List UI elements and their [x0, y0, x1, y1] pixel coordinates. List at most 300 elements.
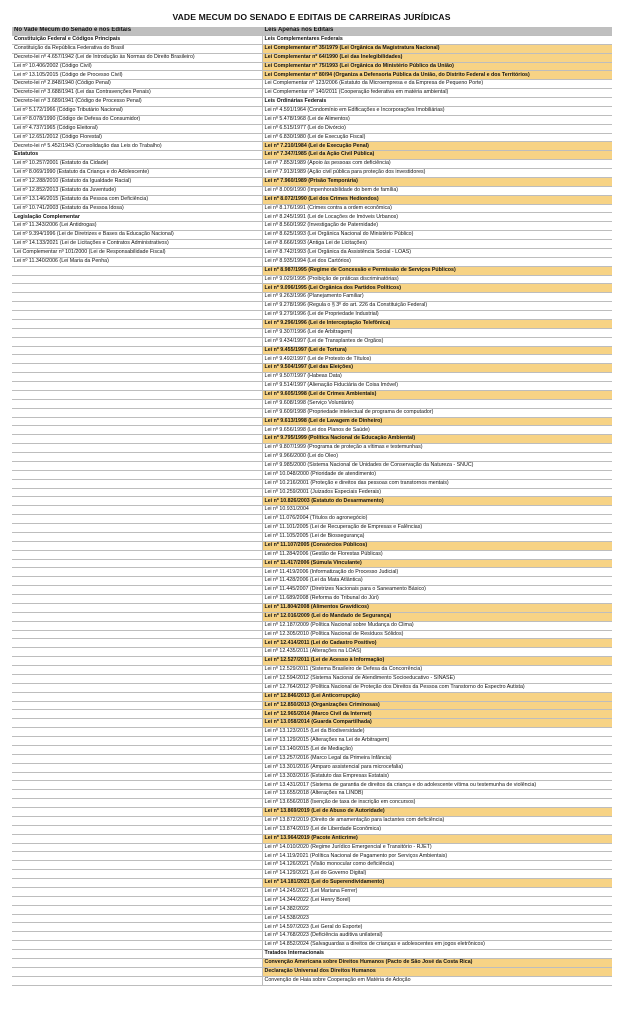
right-cell: Tratados Internacionais: [262, 950, 612, 959]
left-cell: [12, 816, 262, 825]
right-cell: Lei nº 14.245/2021 (Lei Mariana Ferrer): [262, 887, 612, 896]
right-cell: Lei nº 14.768/2023 (Deficiência auditiva unilateral): [262, 932, 612, 941]
table-row: [12, 692, 612, 701]
right-cell: Lei nº 8.742/1993 (Lei Orgânica da Assistência Social - LOAS): [262, 248, 612, 257]
left-cell: [12, 648, 262, 657]
table-row: [12, 248, 612, 257]
right-cell: Lei nº 8.009/1990 (Impenhorabilidade do bem de família): [262, 186, 612, 195]
right-cell: Lei nº 14.010/2020 (Regime Jurídico Emergencial e Transitório - RJET): [262, 843, 612, 852]
table-row: [12, 444, 612, 453]
right-cell: Lei nº 14.538/2023: [262, 914, 612, 923]
left-cell: [12, 470, 262, 479]
right-cell: Lei nº 11.107/2005 (Consórcios Públicos): [262, 541, 612, 550]
table-row: [12, 461, 612, 470]
left-cell: [12, 532, 262, 541]
table-row: [12, 302, 612, 311]
table-row: [12, 674, 612, 683]
right-cell: Lei nº 9.656/1998 (Lei dos Planos de Saúde): [262, 426, 612, 435]
table-row: [12, 346, 612, 355]
table-row: [12, 524, 612, 533]
right-cell: Lei nº 13.656/2018 (Isenção de taxa de inscrição em concursos): [262, 799, 612, 808]
right-cell: Lei nº 11.419/2006 (Informatização do Processo Judicial): [262, 568, 612, 577]
left-cell: Lei nº 11.343/2006 (Lei Antidrogas): [12, 222, 262, 231]
right-cell: Lei nº 8.935/1994 (Lei dos Cartórios): [262, 257, 612, 266]
table-row: [12, 355, 612, 364]
left-cell: [12, 861, 262, 870]
table-row: [12, 737, 612, 746]
right-cell: Lei nº 13.129/2015 (Alterações na Lei de Arbitragem): [262, 737, 612, 746]
right-cell: Lei nº 12.016/2009 (Lei do Mandado de Segurança): [262, 612, 612, 621]
left-cell: Estatutos: [12, 151, 262, 160]
table-row: [12, 612, 612, 621]
table-row: [12, 417, 612, 426]
page-title: VADE MECUM DO SENADO E EDITAIS DE CARREIRAS JURÍDICAS: [172, 12, 451, 22]
left-cell: [12, 941, 262, 950]
right-cell: Lei nº 9.029/1995 (Proibição de práticas discriminatórias): [262, 275, 612, 284]
right-cell: Lei nº 11.417/2006 (Súmula Vinculante): [262, 559, 612, 568]
left-cell: [12, 737, 262, 746]
right-cell: Lei nº 10.259/2001 (Juizados Especiais Federais): [262, 488, 612, 497]
left-cell: [12, 595, 262, 604]
left-cell: [12, 337, 262, 346]
left-cell: [12, 284, 262, 293]
right-cell: Lei nº 8.987/1995 (Regime de Concessão e Permissão de Serviços Públicos): [262, 266, 612, 275]
table-row: [12, 497, 612, 506]
right-cell: Lei nº 10.216/2001 (Proteção e direitos das pessoas com transtornos mentais): [262, 479, 612, 488]
table-row: [12, 479, 612, 488]
table-row: [12, 550, 612, 559]
table-row: [12, 319, 612, 328]
left-cell: Constituição Federal e Códigos Principais: [12, 35, 262, 44]
right-cell: Lei nº 9.278/1996 (Regula o § 3º do art. 226 da Constituição Federal): [262, 302, 612, 311]
left-cell: [12, 763, 262, 772]
table-row: [12, 941, 612, 950]
right-cell: Lei nº 8.176/1991 (Crimes contra a ordem econômica): [262, 204, 612, 213]
table-row: [12, 879, 612, 888]
left-cell: Lei nº 10.257/2001 (Estatuto da Cidade): [12, 160, 262, 169]
table-row: [12, 976, 612, 985]
table-row: [12, 382, 612, 391]
right-cell: Lei Complementar nº 140/2011 (Cooperação federativa em matéria ambiental): [262, 89, 612, 98]
left-cell: [12, 932, 262, 941]
right-cell: Lei nº 7.347/1985 (Lei da Ação Civil Pública): [262, 151, 612, 160]
left-cell: [12, 674, 262, 683]
table-row: [12, 293, 612, 302]
right-cell: Lei nº 13.869/2019 (Lei de Abuso de Autoridade): [262, 808, 612, 817]
table-row: [12, 559, 612, 568]
table-row: [12, 35, 612, 44]
right-cell: Lei nº 13.058/2014 (Guarda Compartilhada): [262, 719, 612, 728]
left-cell: [12, 879, 262, 888]
left-cell: [12, 328, 262, 337]
table-row: [12, 311, 612, 320]
left-cell: [12, 355, 262, 364]
table-row: [12, 222, 612, 231]
left-cell: [12, 781, 262, 790]
right-cell: Lei nº 12.187/2009 (Política Nacional sobre Mudança do Clima): [262, 621, 612, 630]
left-cell: [12, 586, 262, 595]
right-cell: Lei nº 14.382/2022: [262, 905, 612, 914]
right-cell: Lei nº 9.307/1996 (Lei de Arbitragem): [262, 328, 612, 337]
table-row: [12, 648, 612, 657]
right-cell: Declaração Universal dos Direitos Humanos: [262, 967, 612, 976]
left-cell: [12, 958, 262, 967]
left-cell: Lei Complementar nº 101/2000 (Lei de Responsabilidade Fiscal): [12, 248, 262, 257]
table-row: [12, 719, 612, 728]
right-cell: Lei nº 13.301/2016 (Amparo assistencial para microcefalia): [262, 763, 612, 772]
table-row: [12, 683, 612, 692]
table-row: [12, 195, 612, 204]
table-row: [12, 142, 612, 151]
right-cell: Lei nº 8.560/1992 (Investigação de Paternidade): [262, 222, 612, 231]
right-cell: Lei nº 9.605/1998 (Lei de Crimes Ambientais): [262, 390, 612, 399]
left-cell: [12, 896, 262, 905]
left-cell: Lei nº 8.078/1990 (Código de Defesa do Consumidor): [12, 115, 262, 124]
left-cell: [12, 382, 262, 391]
left-cell: [12, 479, 262, 488]
right-cell: Convenção de Haia sobre Cooperação em Matéria de Adoção: [262, 976, 612, 985]
left-cell: Decreto-lei nº 3.689/1941 (Código de Processo Penal): [12, 98, 262, 107]
right-cell: Lei nº 9.514/1997 (Alienação Fiduciária de Coisa Imóvel): [262, 382, 612, 391]
table-row: [12, 71, 612, 80]
right-cell: Lei nº 14.852/2024 (Salvaguardas a direitos de crianças e adolescentes em jogos eletrônicos): [262, 941, 612, 950]
table-row: [12, 399, 612, 408]
right-cell: Lei nº 9.985/2000 (Sistema Nacional de Unidades de Conservação da Natureza - SNUC): [262, 461, 612, 470]
right-cell: Lei nº 7.960/1989 (Prisão Temporária): [262, 177, 612, 186]
left-cell: Decreto-lei nº 4.657/1942 (Lei de Introdução às Normas do Direito Brasileiro): [12, 53, 262, 62]
left-cell: [12, 408, 262, 417]
right-cell: Lei nº 11.076/2004 (Títulos do agronegócio): [262, 515, 612, 524]
left-cell: [12, 843, 262, 852]
left-cell: [12, 852, 262, 861]
left-cell: Lei nº 4.737/1965 (Código Eleitoral): [12, 124, 262, 133]
right-cell: Lei nº 12.527/2011 (Lei de Acesso à Informação): [262, 657, 612, 666]
right-cell: Lei nº 9.613/1998 (Lei de Lavagem de Dinheiro): [262, 417, 612, 426]
left-cell: Decreto-lei nº 2.848/1940 (Código Penal): [12, 80, 262, 89]
table-row: [12, 577, 612, 586]
table-row: [12, 790, 612, 799]
table-row: [12, 426, 612, 435]
right-cell: Lei nº 13.303/2016 (Estatuto das Empresas Estatais): [262, 772, 612, 781]
table-row: [12, 328, 612, 337]
left-cell: [12, 914, 262, 923]
right-cell: Lei nº 12.305/2010 (Política Nacional de Resíduos Sólidos): [262, 630, 612, 639]
left-cell: [12, 799, 262, 808]
table-row: [12, 772, 612, 781]
table-row: [12, 914, 612, 923]
right-cell: Lei nº 9.507/1997 (Habeas Data): [262, 373, 612, 382]
left-cell: [12, 453, 262, 462]
table-row: [12, 373, 612, 382]
law-table-body: [12, 27, 612, 985]
right-cell: Lei Complementar nº 80/94 (Organiza a Defensoria Pública da União, do Distrito Federal e dos Territórios): [262, 71, 612, 80]
left-cell: Lei nº 8.069/1990 (Estatuto da Criança e do Adolescente): [12, 169, 262, 178]
left-cell: [12, 346, 262, 355]
left-cell: [12, 603, 262, 612]
right-cell: Leis Ordinárias Federais: [262, 98, 612, 107]
right-cell: Lei nº 14.129/2021 (Lei do Governo Digital): [262, 870, 612, 879]
table-row: [12, 728, 612, 737]
table-row: [12, 967, 612, 976]
table-row: [12, 825, 612, 834]
left-cell: Decreto-lei nº 3.688/1941 (Lei das Contravenções Penais): [12, 89, 262, 98]
table-row: [12, 843, 612, 852]
right-cell: Lei nº 12.529/2011 (Sistema Brasileiro de Defesa da Concorrência): [262, 666, 612, 675]
right-cell: Lei nº 9.504/1997 (Lei das Eleições): [262, 364, 612, 373]
right-cell: Lei nº 9.279/1996 (Lei de Propriedade Industrial): [262, 311, 612, 320]
left-cell: [12, 976, 262, 985]
table-row: [12, 896, 612, 905]
right-cell: Lei nº 5.478/1968 (Lei de Alimentos): [262, 115, 612, 124]
table-row: [12, 275, 612, 284]
right-cell: Lei nº 9.807/1999 (Programa de proteção a vítimas e testemunhas): [262, 444, 612, 453]
right-cell: Lei nº 8.245/1991 (Lei de Locações de Imóveis Urbanos): [262, 213, 612, 222]
table-row: [12, 808, 612, 817]
right-cell: Lei nº 11.101/2005 (Lei de Recuperação de Empresas e Falências): [262, 524, 612, 533]
table-row: [12, 834, 612, 843]
right-cell: Lei nº 10.931/2004: [262, 506, 612, 515]
left-cell: Lei nº 12.852/2013 (Estatuto da Juventude): [12, 186, 262, 195]
table-row: [12, 870, 612, 879]
right-cell: Lei nº 11.445/2007 (Diretrizes Nacionais para o Saneamento Básico): [262, 586, 612, 595]
table-row: [12, 923, 612, 932]
right-cell: Lei nº 11.804/2008 (Alimentos Gravídicos): [262, 603, 612, 612]
right-cell: Lei nº 13.140/2015 (Lei de Mediação): [262, 745, 612, 754]
table-row: [12, 595, 612, 604]
right-cell: Lei nº 9.492/1997 (Lei de Protesto de Títulos): [262, 355, 612, 364]
table-row: [12, 231, 612, 240]
table-row: [12, 958, 612, 967]
right-cell: Lei nº 12.594/2012 (Sistema Nacional de Atendimento Socioeducativo - SINASE): [262, 674, 612, 683]
right-cell: Lei nº 4.591/1964 (Condomínio em Edificações e Incorporações Imobiliárias): [262, 106, 612, 115]
table-row: [12, 932, 612, 941]
column-header-right: Leis Apenas nos Editais: [262, 27, 612, 35]
left-cell: Lei nº 11.340/2006 (Lei Maria da Penha): [12, 257, 262, 266]
left-cell: [12, 559, 262, 568]
left-cell: [12, 639, 262, 648]
table-row: [12, 603, 612, 612]
right-cell: Lei nº 9.795/1999 (Política Nacional de Educação Ambiental): [262, 435, 612, 444]
table-row: [12, 745, 612, 754]
column-header-left: No Vade Mecum do Senado e nos Editais: [12, 27, 262, 35]
table-row: [12, 364, 612, 373]
left-cell: [12, 967, 262, 976]
right-cell: Lei nº 12.846/2013 (Lei Anticorrupção): [262, 692, 612, 701]
left-cell: [12, 630, 262, 639]
left-cell: [12, 541, 262, 550]
table-row: [12, 80, 612, 89]
table-row: [12, 160, 612, 169]
table-row: [12, 133, 612, 142]
left-cell: [12, 728, 262, 737]
left-cell: [12, 887, 262, 896]
left-cell: [12, 719, 262, 728]
left-cell: [12, 275, 262, 284]
right-cell: Lei nº 12.965/2014 (Marco Civil da Internet): [262, 710, 612, 719]
left-cell: [12, 577, 262, 586]
table-row: [12, 240, 612, 249]
left-cell: [12, 808, 262, 817]
law-table: [12, 27, 612, 986]
table-row: [12, 586, 612, 595]
left-cell: Lei nº 12.288/2010 (Estatuto da Igualdade Racial): [12, 177, 262, 186]
table-row: [12, 266, 612, 275]
left-cell: Lei nº 13.105/2015 (Código de Processo Civil): [12, 71, 262, 80]
right-cell: Lei nº 6.515/1977 (Lei do Divórcio): [262, 124, 612, 133]
right-cell: Leis Complementares Federais: [262, 35, 612, 44]
table-row: [12, 390, 612, 399]
left-cell: [12, 435, 262, 444]
left-cell: [12, 834, 262, 843]
table-row: [12, 169, 612, 178]
table-row: [12, 754, 612, 763]
table-row: [12, 710, 612, 719]
left-cell: Lei nº 13.146/2015 (Estatuto da Pessoa com Deficiência): [12, 195, 262, 204]
table-row: [12, 337, 612, 346]
table-row: [12, 453, 612, 462]
table-row: [12, 408, 612, 417]
right-cell: Lei nº 7.853/1989 (Apoio às pessoas com deficiência): [262, 160, 612, 169]
table-row: [12, 905, 612, 914]
table-row: [12, 44, 612, 53]
right-cell: Lei nº 11.105/2005 (Lei de Biossegurança): [262, 532, 612, 541]
table-row: [12, 488, 612, 497]
right-cell: Lei nº 14.597/2023 (Lei Geral do Esporte): [262, 923, 612, 932]
table-row: [12, 816, 612, 825]
left-cell: [12, 515, 262, 524]
right-cell: Lei Complementar nº 64/1990 (Lei das Inelegibilidades): [262, 53, 612, 62]
left-cell: Decreto-lei nº 5.452/1943 (Consolidação das Leis do Trabalho): [12, 142, 262, 151]
right-cell: Lei nº 13.431/2017 (Sistema de garantia de direitos da criança e do adolescente vítima ou testemunha de violência): [262, 781, 612, 790]
left-cell: Lei nº 14.133/2021 (Lei de Licitações e Contratos Administrativos): [12, 240, 262, 249]
right-cell: Convenção Americana sobre Direitos Humanos (Pacto de São José da Costa Rica): [262, 958, 612, 967]
left-cell: [12, 870, 262, 879]
left-cell: [12, 293, 262, 302]
right-cell: Lei nº 8.666/1993 (Antiga Lei de Licitações): [262, 240, 612, 249]
left-cell: [12, 683, 262, 692]
left-cell: Lei nº 10.406/2002 (Código Civil): [12, 62, 262, 71]
right-cell: Lei nº 12.435/2011 (Alterações na LOAS): [262, 648, 612, 657]
left-cell: Lei nº 5.172/1966 (Código Tributário Nacional): [12, 106, 262, 115]
table-row: [12, 213, 612, 222]
table-row: [12, 470, 612, 479]
right-cell: Lei nº 6.830/1980 (Lei de Execução Fiscal): [262, 133, 612, 142]
left-cell: [12, 825, 262, 834]
table-header-row: [12, 27, 612, 35]
left-cell: [12, 311, 262, 320]
table-row: [12, 568, 612, 577]
left-cell: [12, 612, 262, 621]
right-cell: Lei nº 11.284/2006 (Gestão de Florestas Públicas): [262, 550, 612, 559]
right-cell: Lei nº 9.096/1995 (Lei Orgânica dos Partidos Políticos): [262, 284, 612, 293]
right-cell: Lei nº 12.414/2011 (Lei do Cadastro Positivo): [262, 639, 612, 648]
left-cell: [12, 399, 262, 408]
right-cell: Lei nº 13.655/2018 (Alterações na LINDB): [262, 790, 612, 799]
table-row: [12, 89, 612, 98]
right-cell: Lei nº 14.344/2022 (Lei Henry Borel): [262, 896, 612, 905]
table-row: [12, 532, 612, 541]
left-cell: Lei nº 9.394/1996 (Lei de Diretrizes e Bases da Educação Nacional): [12, 231, 262, 240]
left-cell: [12, 950, 262, 959]
right-cell: Lei nº 8.625/1993 (Lei Orgânica Nacional do Ministério Público): [262, 231, 612, 240]
right-cell: Lei nº 8.072/1990 (Lei dos Crimes Hediondos): [262, 195, 612, 204]
left-cell: [12, 497, 262, 506]
table-row: [12, 186, 612, 195]
left-cell: [12, 417, 262, 426]
left-cell: [12, 790, 262, 799]
right-cell: Lei Complementar nº 123/2006 (Estatuto da Microempresa e da Empresa de Pequeno Porte): [262, 80, 612, 89]
right-cell: Lei nº 9.263/1996 (Planejamento Familiar): [262, 293, 612, 302]
left-cell: Constituição da República Federativa do Brasil: [12, 44, 262, 53]
table-row: [12, 435, 612, 444]
left-cell: [12, 390, 262, 399]
right-cell: Lei nº 11.428/2006 (Lei da Mata Atlântica): [262, 577, 612, 586]
table-row: [12, 506, 612, 515]
table-row: [12, 861, 612, 870]
left-cell: [12, 621, 262, 630]
table-row: [12, 763, 612, 772]
table-row: [12, 621, 612, 630]
left-cell: [12, 444, 262, 453]
table-row: [12, 515, 612, 524]
left-cell: [12, 266, 262, 275]
table-row: [12, 106, 612, 115]
right-cell: Lei nº 9.609/1998 (Propriedade intelectual de programa de computador): [262, 408, 612, 417]
left-cell: [12, 364, 262, 373]
table-row: [12, 950, 612, 959]
left-cell: Lei nº 12.651/2012 (Código Florestal): [12, 133, 262, 142]
left-cell: [12, 373, 262, 382]
table-row: [12, 630, 612, 639]
table-row: [12, 657, 612, 666]
left-cell: [12, 461, 262, 470]
right-cell: Lei nº 12.850/2013 (Organizações Criminosas): [262, 701, 612, 710]
left-cell: [12, 302, 262, 311]
right-cell: Lei nº 14.181/2021 (Lei do Superendividamento): [262, 879, 612, 888]
table-row: [12, 124, 612, 133]
right-cell: Lei nº 13.872/2019 (Direito de amamentação para lactantes com deficiência): [262, 816, 612, 825]
right-cell: Lei Complementar nº 35/1979 (Lei Orgânica da Magistratura Nacional): [262, 44, 612, 53]
left-cell: [12, 657, 262, 666]
left-cell: [12, 701, 262, 710]
right-cell: Lei nº 13.964/2019 (Pacote Anticrime): [262, 834, 612, 843]
left-cell: [12, 319, 262, 328]
left-cell: [12, 692, 262, 701]
table-row: [12, 62, 612, 71]
table-row: [12, 701, 612, 710]
right-cell: Lei nº 9.296/1996 (Lei de Interceptação Telefônica): [262, 319, 612, 328]
left-cell: [12, 666, 262, 675]
table-row: [12, 541, 612, 550]
left-cell: [12, 923, 262, 932]
table-row: [12, 852, 612, 861]
right-cell: Lei nº 11.689/2008 (Reforma do Tribunal do Júri): [262, 595, 612, 604]
table-row: [12, 177, 612, 186]
right-cell: Lei nº 10.048/2000 (Prioridade de atendimento): [262, 470, 612, 479]
right-cell: Lei Complementar nº 75/1993 (Lei Orgânica do Ministério Público da União): [262, 62, 612, 71]
table-row: [12, 887, 612, 896]
left-cell: [12, 754, 262, 763]
right-cell: Lei nº 13.257/2016 (Marco Legal da Primeira Infância): [262, 754, 612, 763]
table-row: [12, 151, 612, 160]
right-cell: Lei nº 9.455/1997 (Lei de Tortura): [262, 346, 612, 355]
left-cell: [12, 745, 262, 754]
table-row: [12, 781, 612, 790]
left-cell: Lei nº 10.741/2003 (Estatuto da Pessoa Idosa): [12, 204, 262, 213]
table-row: [12, 284, 612, 293]
table-row: [12, 799, 612, 808]
left-cell: [12, 506, 262, 515]
